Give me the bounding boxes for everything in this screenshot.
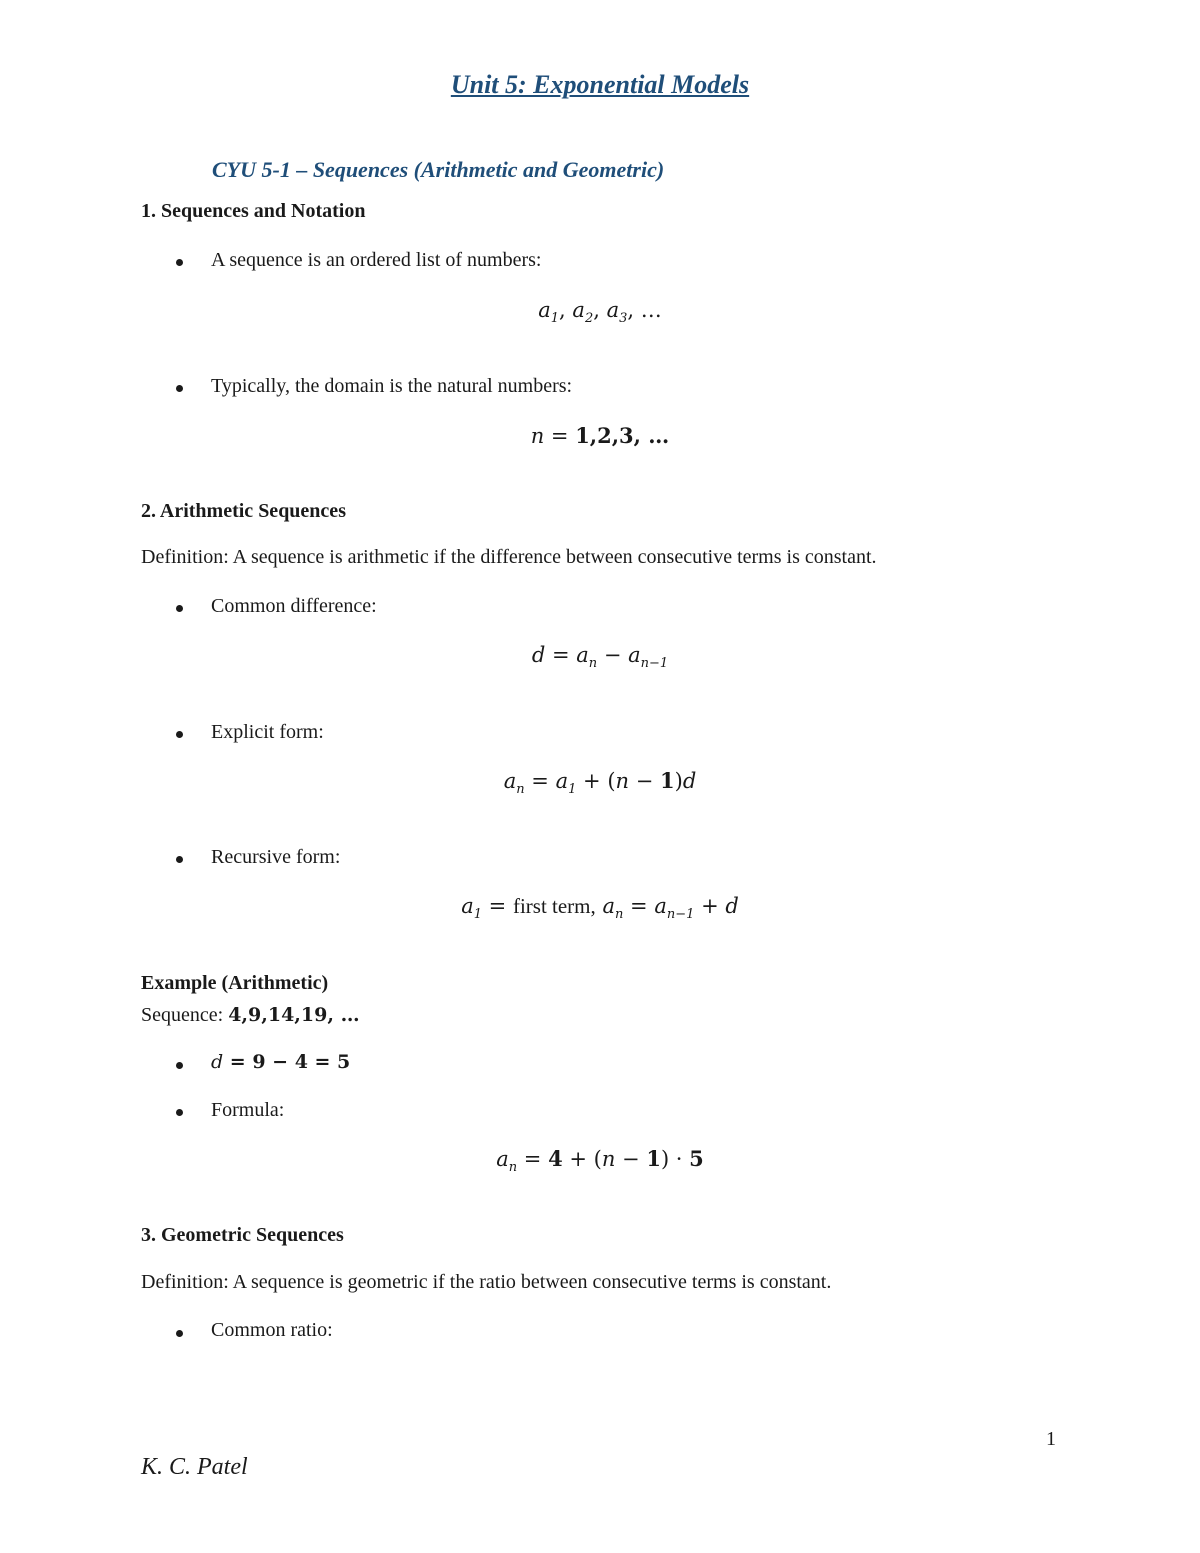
bullet-text: Explicit form: <box>211 721 324 743</box>
bullet-icon <box>176 605 183 612</box>
bullet-text: Typically, the domain is the natural numbers: <box>211 375 573 397</box>
bullet-icon <box>176 1062 183 1069</box>
bullet-text: Formula: <box>211 1099 285 1121</box>
section-heading-arithmetic: 2. Arithmetic Sequences <box>141 500 346 522</box>
bullet-icon <box>176 385 183 392</box>
bullet-text: Common ratio: <box>211 1319 333 1341</box>
definition-geometric: Definition: A sequence is geometric if the ratio between consecutive terms is constant. <box>141 1271 832 1293</box>
bullet-icon <box>176 1109 183 1116</box>
bullet-icon <box>176 856 183 863</box>
sequence-label: Sequence: <box>141 1004 224 1026</box>
bullet-text: A sequence is an ordered list of numbers: <box>211 249 542 271</box>
example-difference: d = 9 − 4 = 5 <box>211 1051 351 1073</box>
bullet-text: Recursive form: <box>211 846 341 868</box>
author-footer: K. C. Patel <box>141 1454 248 1480</box>
sequence-value: 4,9,14,19, … <box>228 1004 360 1026</box>
example-heading: Example (Arithmetic) <box>141 972 329 994</box>
section-heading-geometric: 3. Geometric Sequences <box>141 1224 344 1246</box>
page-title: Unit 5: Exponential Models <box>450 70 750 99</box>
equation-common-difference: $d = a_n - a_{n-1}$ <box>531 643 669 672</box>
definition-arithmetic: Definition: A sequence is arithmetic if the difference between consecutive terms is constant. <box>141 546 877 568</box>
bullet-text: Common difference: <box>211 595 377 617</box>
bullet-icon <box>176 259 183 266</box>
bullet-icon <box>176 1330 183 1337</box>
equation-example-formula: $a_n = 4 + (n - 1) \cdot 5$ <box>496 1146 704 1176</box>
page-number: 1 <box>1046 1428 1056 1450</box>
section-heading-sequences-notation: 1. Sequences and Notation <box>141 200 366 222</box>
equation-words: first term, <box>512 894 596 918</box>
equation-domain: n = 1,2,3, … <box>530 423 670 448</box>
equation-sequence-terms: $a_1$, $a_2$, $a_3$, … <box>538 298 662 327</box>
example-sequence <box>141 1004 360 1027</box>
page-subtitle: CYU 5-1 – Sequences (Arithmetic and Geometric) <box>212 157 665 182</box>
bullet-icon <box>176 731 183 738</box>
equation-explicit-form: $a_n = a_1 + (n - 1)d$ <box>503 768 697 798</box>
equation-recursive-form: $a_1$ = first term, $a_n = a_{n-1} + d$ <box>461 894 739 923</box>
